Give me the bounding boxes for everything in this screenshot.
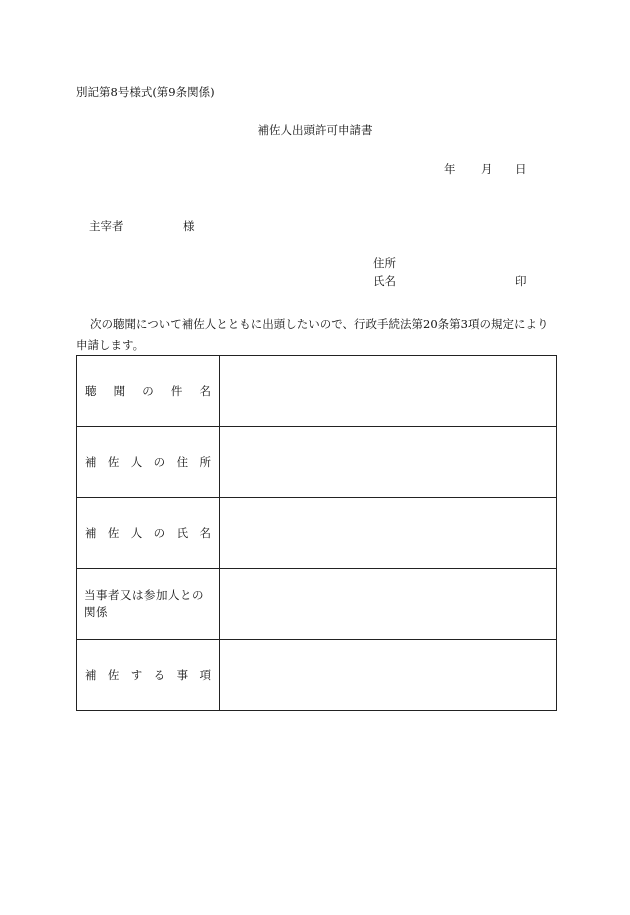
label-char: 佐 [107,455,120,469]
applicant-address-label: 住所 [373,256,396,270]
row-label-cell [77,569,220,640]
label-char: す [130,668,143,682]
document-title: 補佐人出頭許可申請書 [257,123,373,137]
date-year-label: 年 [444,162,456,176]
label-char: 佐 [107,668,120,682]
label-char: 住 [176,455,189,469]
label-char: 補 [85,526,97,540]
row-value-field[interactable] [220,356,557,427]
label-char: 項 [199,668,211,682]
form-reference: 別記第8号様式(第9条関係) [76,85,215,99]
label-char: の [153,526,166,540]
label-char: 事 [176,668,189,682]
row-label [77,667,219,683]
label-char: 人 [130,526,143,540]
row-label-cell [77,427,220,498]
row-label: 当事者又は参加人との関係 [84,588,204,619]
honorific: 様 [183,219,195,233]
date-line [0,161,630,177]
row-label [77,383,219,399]
label-char: る [153,668,166,682]
row-label-cell [77,356,220,427]
table-row [77,569,557,640]
label-char: 名 [199,384,211,398]
row-value-field[interactable] [220,427,557,498]
label-char: 補 [85,668,97,682]
row-label-cell [77,640,220,711]
application-table [76,355,557,711]
label-char: 佐 [107,526,120,540]
row-value-field[interactable] [220,498,557,569]
label-char: 人 [130,455,143,469]
table-row [77,498,557,569]
label-char: 氏 [176,526,189,540]
label-char: 所 [199,455,211,469]
addressee: 主宰者 [89,219,124,233]
row-label [77,525,219,541]
application-statement: 次の聴聞について補佐人とともに出頭したいので、行政手続法第20条第3項の規定により申請します。 [76,317,549,352]
row-value-field[interactable] [220,569,557,640]
table-row [77,427,557,498]
date-day-label: 日 [515,162,527,176]
label-char: の [142,384,154,398]
applicant-name-label: 氏名 [373,274,396,288]
label-char: 名 [199,526,211,540]
date-month-label: 月 [481,162,493,176]
label-char: の [153,455,166,469]
seal-mark: 印 [515,274,527,288]
label-char: 補 [85,455,97,469]
row-label-cell [77,498,220,569]
table-row [77,356,557,427]
row-label [77,454,219,470]
table-row [77,640,557,711]
label-char: 聞 [113,384,126,398]
row-value-field[interactable] [220,640,557,711]
label-char: 聴 [85,384,97,398]
label-char: 件 [170,384,183,398]
